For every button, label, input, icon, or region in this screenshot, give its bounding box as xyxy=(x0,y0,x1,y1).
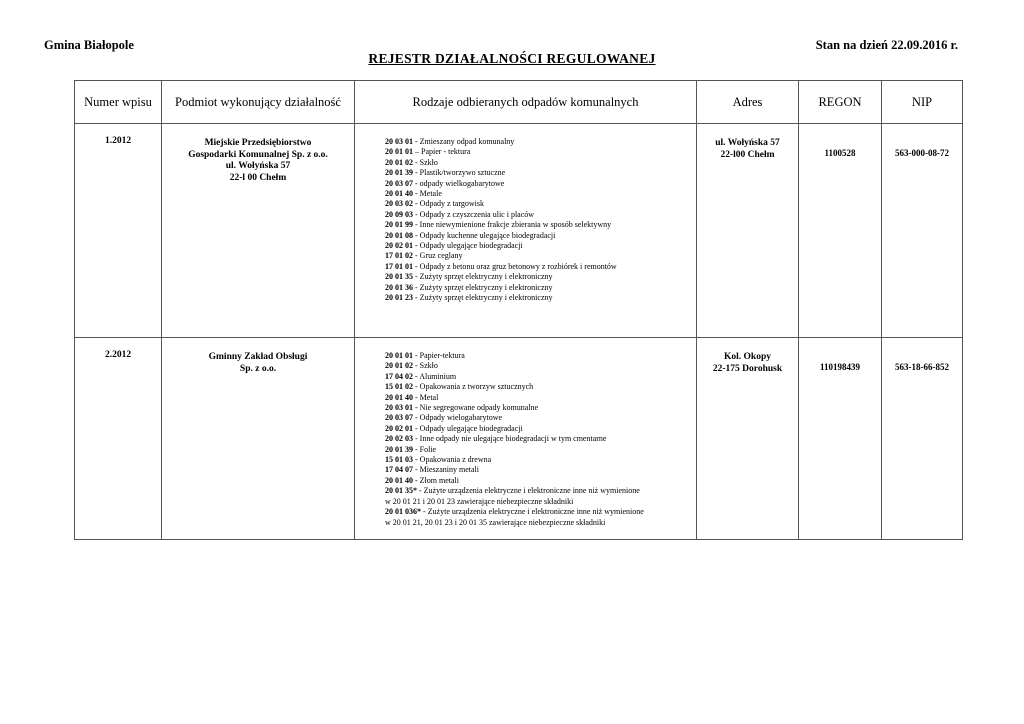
waste-description: - Folie xyxy=(413,444,437,454)
waste-description: - Zużyte urządzenia elektryczne i elektroniczne inne niż wymienione xyxy=(417,486,640,496)
waste-code: 17 01 02 xyxy=(385,251,413,261)
waste-code: 20 01 036* xyxy=(385,507,421,517)
waste-item xyxy=(385,393,692,403)
waste-code: 20 03 07 xyxy=(385,178,413,188)
waste-item xyxy=(385,434,692,444)
waste-item xyxy=(385,486,692,496)
waste-item xyxy=(385,455,692,465)
waste-code: 20 01 40 xyxy=(385,475,413,485)
waste-item xyxy=(385,293,692,303)
waste-description: - Inne niewymienione frakcje zbierania w sposób selektywny xyxy=(413,220,612,230)
waste-item xyxy=(385,403,692,413)
waste-code: 20 01 08 xyxy=(385,230,413,240)
regon-value: 1100528 xyxy=(799,124,882,338)
waste-item xyxy=(385,445,692,455)
waste-code: 20 03 01 xyxy=(385,403,413,413)
column-header-address: Adres xyxy=(697,81,799,124)
waste-description: - Odpady ulegające biodegradacji xyxy=(413,241,523,251)
status-date: Stan na dzień 22.09.2016 r. xyxy=(815,38,958,52)
waste-item xyxy=(385,424,692,434)
waste-description: - Opakowania z tworzyw sztucznych xyxy=(413,382,534,392)
waste-code: 20 03 02 xyxy=(385,199,413,209)
waste-code: 15 01 03 xyxy=(385,455,413,465)
waste-code: 17 04 07 xyxy=(385,465,413,475)
waste-item xyxy=(385,262,692,272)
waste-description: - Zużyty sprzęt elektryczny i elektroniczny xyxy=(413,272,553,282)
waste-code: 20 01 01 xyxy=(385,147,413,157)
entry-number: 2.2012 xyxy=(75,338,162,540)
waste-item xyxy=(385,518,692,528)
waste-code: 20 01 02 xyxy=(385,157,413,167)
waste-code: 20 01 36 xyxy=(385,282,413,292)
address-line: ul. Wołyńska 57 xyxy=(715,138,780,148)
waste-item xyxy=(385,168,692,178)
waste-description: - odpady wielkogabarytowe xyxy=(413,178,505,188)
page-title: REJESTR DZIAŁALNOŚCI REGULOWANEJ xyxy=(368,51,656,66)
waste-description: w 20 01 21 i 20 01 23 zawierające niebezpieczne składniki xyxy=(385,496,574,506)
entity-line: Sp. z o.o. xyxy=(239,363,277,374)
waste-item xyxy=(385,210,692,220)
waste-description: - Szkło xyxy=(413,361,438,371)
waste-description: w 20 01 21, 20 01 23 i 20 01 35 zawierające niebezpieczne składniki xyxy=(385,517,606,527)
nip-value: 563-18-66-852 xyxy=(882,338,963,540)
waste-item xyxy=(385,497,692,507)
waste-description: - Metal xyxy=(413,392,439,402)
address-line: Kol. Okopy xyxy=(724,352,771,362)
waste-code: 20 01 02 xyxy=(385,361,413,371)
waste-item xyxy=(385,476,692,486)
waste-item xyxy=(385,507,692,517)
waste-code: 20 02 03 xyxy=(385,434,413,444)
entity-line: 22-l 00 Chełm xyxy=(229,172,287,183)
waste-code: 17 01 01 xyxy=(385,261,413,271)
waste-item xyxy=(385,372,692,382)
waste-description: - Inne odpady nie ulegające biodegradacji w tym cmentarne xyxy=(413,434,607,444)
waste-code: 20 01 39 xyxy=(385,168,413,178)
waste-description: - Papier-tektura xyxy=(413,351,465,360)
waste-code: 15 01 02 xyxy=(385,382,413,392)
waste-description: - Metale xyxy=(413,189,442,199)
waste-item xyxy=(385,231,692,241)
waste-item xyxy=(385,241,692,251)
entry-number: 1.2012 xyxy=(75,124,162,338)
waste-description: - Zużyte urządzenia elektryczne i elektroniczne inne niż wymienione xyxy=(421,507,644,517)
entity-cell xyxy=(162,338,355,540)
waste-item xyxy=(385,251,692,261)
waste-description: - Zmieszany odpad komunalny xyxy=(413,137,515,146)
waste-code: 20 03 01 xyxy=(385,137,413,146)
waste-item xyxy=(385,189,692,199)
waste-code: 20 01 99 xyxy=(385,220,413,230)
waste-code: 20 01 23 xyxy=(385,293,413,303)
waste-code: 20 01 35 xyxy=(385,272,413,282)
waste-item xyxy=(385,283,692,293)
waste-item xyxy=(385,382,692,392)
waste-item xyxy=(385,137,692,147)
table-row xyxy=(75,124,963,338)
waste-item xyxy=(385,413,692,423)
waste-description: - Nie segregowane odpady komunalne xyxy=(413,403,539,413)
waste-code: 17 04 02 xyxy=(385,371,413,381)
regon-value: 110198439 xyxy=(799,338,882,540)
waste-description: - Zużyty sprzęt elektryczny i elektroniczny xyxy=(413,293,553,303)
waste-description: - Opakowania z drewna xyxy=(413,455,492,465)
waste-item xyxy=(385,199,692,209)
waste-description: - Odpady kuchenne ulegające biodegradacji xyxy=(413,230,556,240)
waste-code: 20 01 40 xyxy=(385,392,413,402)
waste-description: - Plastik/tworzywo sztuczne xyxy=(413,168,506,178)
address-cell xyxy=(697,124,799,338)
entity-line: Gospodarki Komunalnej Sp. z o.o. xyxy=(188,149,328,160)
waste-code: 20 01 35* xyxy=(385,486,417,496)
waste-item xyxy=(385,351,692,361)
waste-description: - Szkło xyxy=(413,157,438,167)
waste-description: - Odpady z czyszczenia ulic i placów xyxy=(413,209,535,219)
column-header-entity: Podmiot wykonujący działalność xyxy=(162,81,355,124)
table-row xyxy=(75,338,963,540)
waste-code: 20 02 01 xyxy=(385,241,413,251)
waste-code: 20 09 03 xyxy=(385,209,413,219)
waste-item xyxy=(385,179,692,189)
waste-code: 20 01 40 xyxy=(385,189,413,199)
waste-description: - Gruz ceglany xyxy=(413,251,463,261)
waste-description: - Złom metali xyxy=(413,475,459,485)
register-table xyxy=(74,80,963,540)
entity-line: ul. Wołyńska 57 xyxy=(225,161,291,171)
column-header-waste: Rodzaje odbieranych odpadów komunalnych xyxy=(355,81,697,124)
waste-item xyxy=(385,361,692,371)
waste-description: – Papier - tektura xyxy=(413,147,471,157)
waste-item xyxy=(385,220,692,230)
waste-code: 20 02 01 xyxy=(385,423,413,433)
waste-code: 20 01 01 xyxy=(385,351,413,360)
address-line: 22-175 Dorohusk xyxy=(712,363,783,374)
column-header-nip: NIP xyxy=(882,81,963,124)
entity-line: Miejskie Przedsiębiorstwo xyxy=(204,138,312,148)
waste-list xyxy=(355,124,697,338)
waste-item xyxy=(385,147,692,157)
waste-description: - Odpady z targowisk xyxy=(413,199,484,209)
waste-description: - Zużyty sprzęt elektryczny i elektroniczny xyxy=(413,282,553,292)
column-header-number: Numer wpisu xyxy=(75,81,162,124)
address-line: 22-l00 Chełm xyxy=(720,149,775,160)
waste-list xyxy=(355,338,697,540)
nip-value: 563-000-08-72 xyxy=(882,124,963,338)
waste-code: 20 03 07 xyxy=(385,413,413,423)
waste-item xyxy=(385,272,692,282)
address-cell xyxy=(697,338,799,540)
waste-description: - Odpady wielogabarytowe xyxy=(413,413,503,423)
waste-code: 20 01 39 xyxy=(385,444,413,454)
table-header-row xyxy=(75,81,963,124)
waste-description: - Mieszaniny metali xyxy=(413,465,479,475)
waste-description: - Aluminium xyxy=(413,371,457,381)
waste-item xyxy=(385,158,692,168)
waste-description: - Odpady ulegające biodegradacji xyxy=(413,423,523,433)
column-header-regon: REGON xyxy=(799,81,882,124)
municipality-name: Gmina Białopole xyxy=(44,38,134,52)
entity-line: Gminny Zakład Obsługi xyxy=(208,352,308,362)
entity-cell xyxy=(162,124,355,338)
waste-description: - Odpady z betonu oraz gruz betonowy z rozbiórek i remontów xyxy=(413,261,617,271)
waste-item xyxy=(385,465,692,475)
